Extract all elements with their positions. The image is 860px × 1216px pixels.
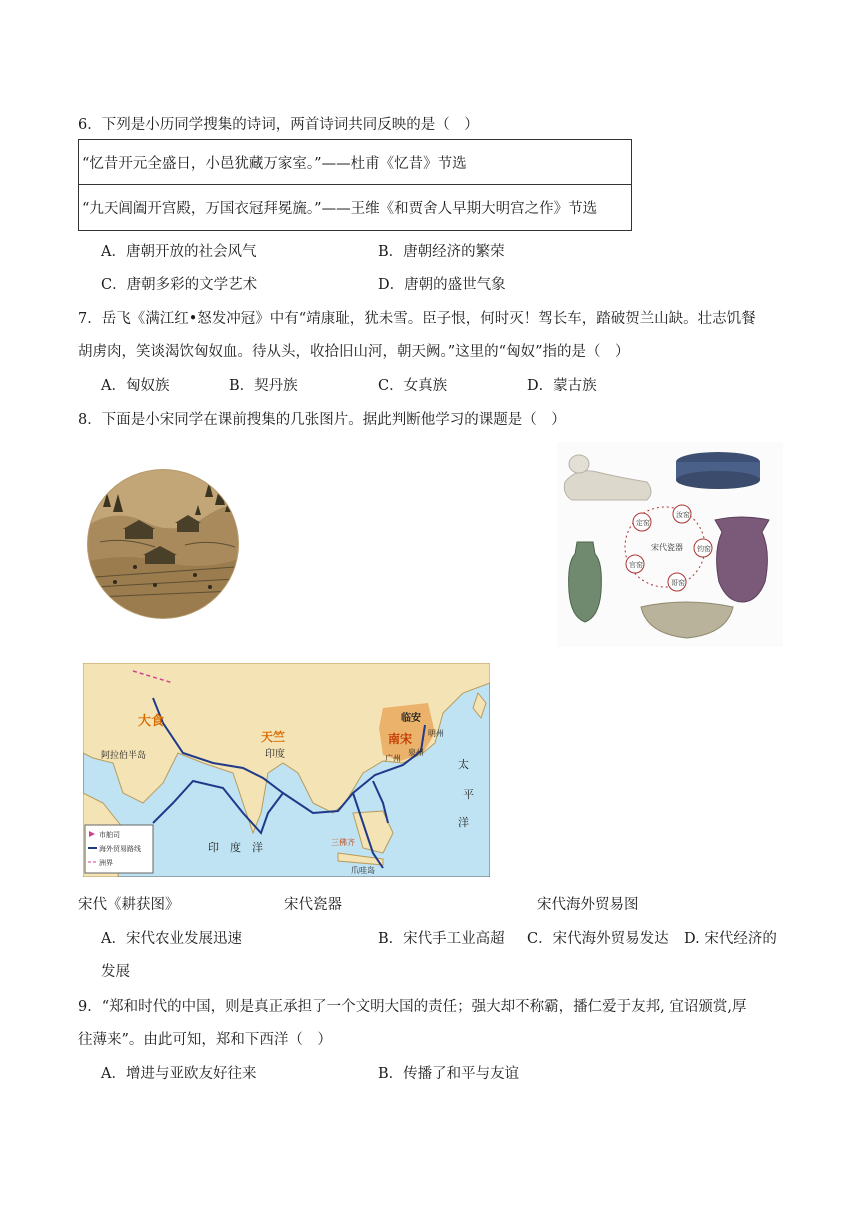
legend-boundary: 洲界 bbox=[99, 859, 113, 867]
q8-option-d: D. 宋代经济的 bbox=[684, 931, 777, 947]
q7-option-b: B．契丹族 bbox=[229, 378, 298, 394]
poem-divider bbox=[79, 184, 631, 185]
map-label-pacific-2: 平 bbox=[463, 788, 474, 801]
q7-line-2: 胡虏肉，笑谈渴饮匈奴血。待从头，收拾旧山河，朝天阙。”这里的“匈奴”指的是（ ） bbox=[78, 344, 630, 360]
q9-line-2: 往薄来”。由此可知，郑和下西洋（ ） bbox=[78, 1032, 332, 1048]
q9-option-b: B．传播了和平与友谊 bbox=[378, 1066, 520, 1082]
map-label-guangzhou: 广州 bbox=[385, 754, 401, 763]
map-label-pacific-3: 洋 bbox=[458, 816, 469, 829]
porcelain-center-label: 宋代瓷器 bbox=[651, 543, 683, 552]
map-label-mingzhou: 明州 bbox=[428, 729, 444, 738]
map-label-linan: 临安 bbox=[401, 713, 421, 724]
poem-line-1: “忆昔开元全盛日，小邑犹藏万家室。”——杜甫《忆昔》节选 bbox=[82, 156, 467, 172]
q8-option-a: A．宋代农业发展迅速 bbox=[101, 931, 242, 947]
map-label-sanfoqi: 三佛齐 bbox=[331, 838, 355, 847]
porcelain-label-jun: 钧窑 bbox=[697, 545, 711, 553]
porcelain-label-ru: 汝窑 bbox=[676, 511, 690, 519]
q7-option-c: C．女真族 bbox=[378, 378, 448, 394]
map-label-arabia: 阿拉伯半岛 bbox=[101, 751, 147, 761]
q6-option-d: D．唐朝的盛世气象 bbox=[378, 277, 506, 293]
q8-option-d-continued: 发展 bbox=[101, 964, 130, 980]
q6-option-a: A．唐朝开放的社会风气 bbox=[101, 244, 257, 260]
map-label-india: 印度 bbox=[265, 749, 285, 760]
q6-option-b: B．唐朝经济的繁荣 bbox=[378, 244, 505, 260]
poem-line-2: “九天阊阖开宫殿，万国衣冠拜冕旒。”——王维《和贾舍人早期大明宫之作》节选 bbox=[82, 201, 598, 217]
song-porcelain-image bbox=[557, 442, 783, 651]
map-label-pacific-1: 太 bbox=[458, 758, 469, 771]
maritime-trade-map bbox=[83, 663, 490, 881]
caption-porcelain: 宋代瓷器 bbox=[284, 897, 342, 913]
q8-option-c: C．宋代海外贸易发达 bbox=[527, 931, 669, 947]
map-label-nansong: 南宋 bbox=[388, 732, 413, 746]
q7-option-a: A．匈奴族 bbox=[101, 378, 170, 394]
map-label-indian-ocean: 印 度 洋 bbox=[208, 841, 263, 854]
q9-line-1: 9．“郑和时代的中国，则是真正承担了一个文明大国的责任；强大却不称霸，播仁爱于友邦, 宜诏颁赏,厚 bbox=[78, 999, 747, 1015]
map-label-quanzhou: 泉州 bbox=[408, 748, 424, 757]
porcelain-label-guan: 官窑 bbox=[629, 561, 643, 569]
q7-option-d: D．蒙古族 bbox=[527, 378, 597, 394]
q9-option-a: A．增进与亚欧友好往来 bbox=[101, 1066, 257, 1082]
q6-stem: 6．下列是小历同学搜集的诗词，两首诗词共同反映的是（ ） bbox=[78, 117, 479, 133]
porcelain-label-ge: 哥窑 bbox=[671, 579, 685, 587]
q8-stem: 8．下面是小宋同学在课前搜集的几张图片。据此判断他学习的课题是（ ） bbox=[78, 412, 566, 428]
porcelain-label-ding: 定窑 bbox=[636, 519, 650, 527]
genghuo-painting-image bbox=[85, 467, 245, 626]
map-label-tianzhu: 天竺 bbox=[261, 730, 286, 744]
map-label-java: 爪哇岛 bbox=[351, 866, 375, 875]
q6-option-c: C．唐朝多彩的文学艺术 bbox=[101, 277, 258, 293]
q7-line-1: 7．岳飞《满江红•怒发冲冠》中有“靖康耻，犹未雪。臣子恨，何时灭！驾长车，踏破贺兰山缺。壮志饥餐 bbox=[78, 311, 756, 327]
map-label-dashi: 大食 bbox=[138, 714, 165, 729]
caption-trade-map: 宋代海外贸易图 bbox=[537, 897, 639, 913]
caption-genghuo: 宋代《耕获图》 bbox=[78, 897, 180, 913]
q8-option-b: B．宋代手工业高超 bbox=[378, 931, 505, 947]
legend-trade-route: 海外贸易路线 bbox=[99, 845, 141, 853]
legend-shibosi: 市舶司 bbox=[99, 831, 120, 839]
poem-table bbox=[78, 139, 632, 231]
